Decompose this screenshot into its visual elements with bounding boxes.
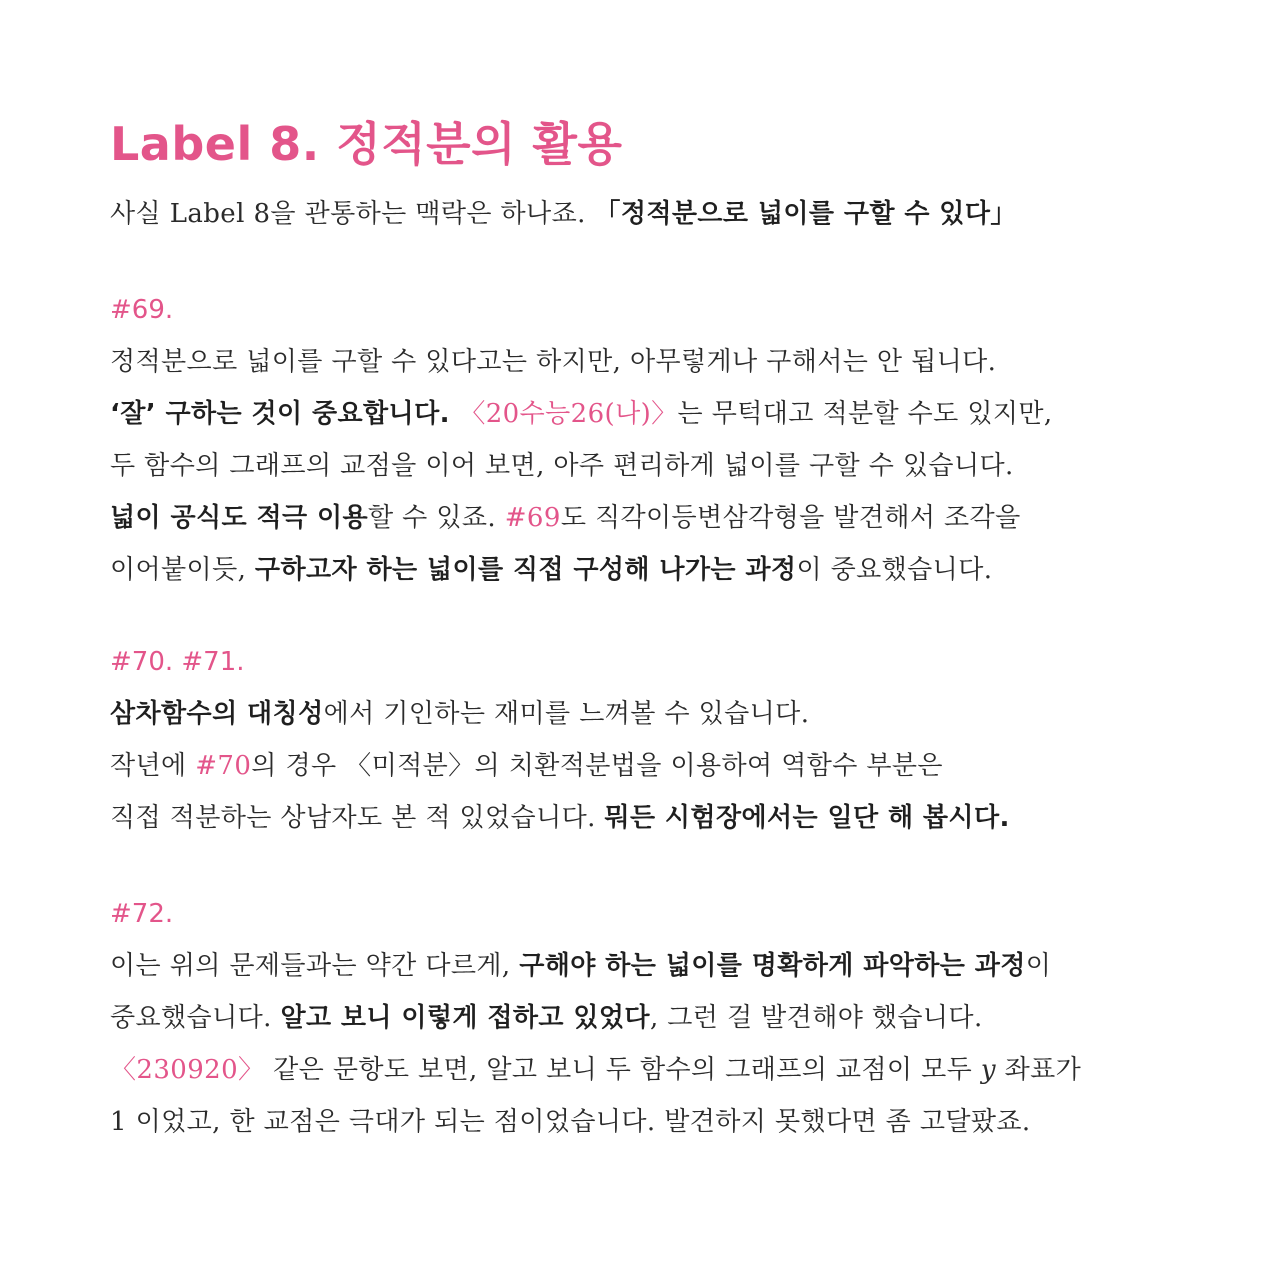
- paragraph-line: [110, 544, 1053, 596]
- paragraph-line: [110, 740, 1010, 792]
- paragraph-line: [110, 792, 1010, 844]
- problem-reference: 〈230920〉: [110, 1055, 265, 1085]
- page-title: Label 8. 정적분의 활용: [110, 117, 623, 171]
- paragraph-line: [110, 1096, 1081, 1148]
- section-70-71: [110, 636, 1010, 844]
- bold-text: 구해야 하는 넓이를 명확하게 파악하는 과정: [519, 951, 1026, 981]
- paragraph-line: [110, 336, 1053, 388]
- paragraph-line: [110, 388, 1053, 440]
- section-69: [110, 284, 1053, 596]
- section-72: [110, 888, 1081, 1148]
- paragraph-line: [110, 992, 1081, 1044]
- text: 에서 기인하는 재미를 느껴볼 수 있습니다.: [323, 699, 810, 729]
- text: 의 경우 〈미적분〉의 치환적분법을 이용하여 역함수 부분은: [251, 751, 943, 781]
- intro-quote: 「정적분으로 넓이를 구할 수 있다」: [594, 199, 1017, 229]
- bold-text: 구하고자 하는 넓이를 직접 구성해 나가는 과정: [254, 555, 797, 585]
- text: 좌표가: [995, 1055, 1082, 1085]
- paragraph-line: [110, 1044, 1081, 1096]
- text: 1 이었고, 한 교점은 극대가 되는 점이었습니다. 발견하지 못했다면 좀 고달팠죠.: [110, 1107, 1031, 1137]
- intro-text: 사실 Label 8을 관통하는 맥락은 하나죠.: [110, 199, 595, 229]
- bold-text: 넓이 공식도 적극 이용: [110, 503, 368, 533]
- bold-text: 삼차함수의 대칭성: [110, 699, 324, 729]
- paragraph-line: [110, 688, 1010, 740]
- text: 도 직각이등변삼각형을 발견해서 조각을: [560, 503, 1021, 533]
- text: 이는 위의 문제들과는 약간 다르게,: [110, 951, 520, 981]
- section-label: #72.: [110, 899, 174, 929]
- problem-reference: 〈20수능26(나)〉: [459, 399, 678, 429]
- bold-text: ‘잘’ 구하는 것이 중요합니다.: [110, 399, 460, 429]
- text: 중요했습니다.: [110, 1003, 281, 1033]
- paragraph-line: [110, 440, 1053, 492]
- text: 이 중요했습니다.: [796, 555, 993, 585]
- text: 두 함수의 그래프의 교점을 이어 보면, 아주 편리하게 넓이를 구할 수 있습니다.: [110, 451, 1014, 481]
- text: 작년에: [110, 751, 196, 781]
- text: 는 무턱대고 적분할 수도 있지만,: [677, 399, 1053, 429]
- problem-reference: #69: [504, 503, 561, 533]
- text: 이어붙이듯,: [110, 555, 255, 585]
- text: 같은 문항도 보면, 알고 보니 두 함수의 그래프의 교점이 모두: [264, 1055, 981, 1085]
- text: , 그런 걸 발견해야 했습니다.: [649, 1003, 983, 1033]
- text: 직접 적분하는 상남자도 본 적 있었습니다.: [110, 803, 605, 833]
- bold-text: 알고 보니 이렇게 접하고 있었다: [280, 1003, 650, 1033]
- paragraph-line: [110, 940, 1081, 992]
- text: 이: [1025, 951, 1052, 981]
- intro-line: [110, 188, 1017, 240]
- text: 할 수 있죠.: [368, 503, 505, 533]
- bold-text: 뭐든 시험장에서는 일단 해 봅시다.: [604, 803, 1010, 833]
- text: 정적분으로 넓이를 구할 수 있다고는 하지만, 아무렇게나 구해서는 안 됩니다.: [110, 347, 997, 377]
- problem-reference: #70: [195, 751, 252, 781]
- section-label: #69.: [110, 295, 174, 325]
- math-variable: y: [980, 1055, 996, 1085]
- paragraph-line: [110, 492, 1053, 544]
- section-label: #70. #71.: [110, 647, 245, 677]
